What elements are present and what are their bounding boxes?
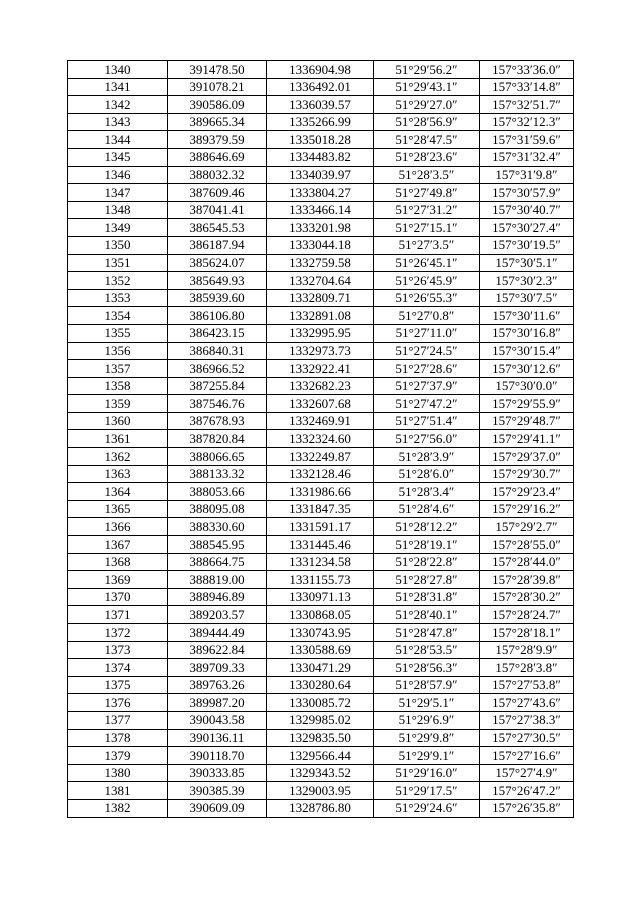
point-number-cell: 1381 bbox=[68, 782, 168, 800]
y-coordinate-cell: 1330743.95 bbox=[267, 624, 374, 642]
x-coordinate-cell: 386106.80 bbox=[168, 307, 267, 325]
table-row bbox=[68, 113, 574, 131]
y-coordinate-cell: 1336904.98 bbox=[267, 61, 374, 79]
longitude-cell: 157°30′2.3″ bbox=[480, 272, 574, 290]
point-number-cell: 1344 bbox=[68, 131, 168, 149]
latitude-cell: 51°29′24.6″ bbox=[374, 799, 480, 817]
point-number-cell: 1371 bbox=[68, 606, 168, 624]
latitude-cell: 51°26′55.3″ bbox=[374, 289, 480, 307]
y-coordinate-cell: 1330280.64 bbox=[267, 676, 374, 694]
longitude-cell: 157°27′16.6″ bbox=[480, 747, 574, 765]
latitude-cell: 51°26′45.1″ bbox=[374, 254, 480, 272]
latitude-cell: 51°28′57.9″ bbox=[374, 676, 480, 694]
latitude-cell: 51°27′15.1″ bbox=[374, 219, 480, 237]
latitude-cell: 51°28′47.8″ bbox=[374, 624, 480, 642]
x-coordinate-cell: 389987.20 bbox=[168, 694, 267, 712]
latitude-cell: 51°28′22.8″ bbox=[374, 553, 480, 571]
y-coordinate-cell: 1333044.18 bbox=[267, 236, 374, 254]
longitude-cell: 157°27′38.3″ bbox=[480, 711, 574, 729]
x-coordinate-cell: 386187.94 bbox=[168, 236, 267, 254]
latitude-cell: 51°29′17.5″ bbox=[374, 782, 480, 800]
longitude-cell: 157°29′23.4″ bbox=[480, 483, 574, 501]
longitude-cell: 157°30′57.9″ bbox=[480, 184, 574, 202]
y-coordinate-cell: 1328786.80 bbox=[267, 799, 374, 817]
latitude-cell: 51°29′56.2″ bbox=[374, 61, 480, 79]
latitude-cell: 51°27′51.4″ bbox=[374, 412, 480, 430]
x-coordinate-cell: 388095.08 bbox=[168, 500, 267, 518]
table-row bbox=[68, 289, 574, 307]
y-coordinate-cell: 1332128.46 bbox=[267, 465, 374, 483]
point-number-cell: 1340 bbox=[68, 61, 168, 79]
x-coordinate-cell: 386545.53 bbox=[168, 219, 267, 237]
table-row bbox=[68, 764, 574, 782]
table-row bbox=[68, 465, 574, 483]
table-row bbox=[68, 61, 574, 79]
y-coordinate-cell: 1332922.41 bbox=[267, 360, 374, 378]
latitude-cell: 51°29′27.0″ bbox=[374, 96, 480, 114]
point-number-cell: 1348 bbox=[68, 201, 168, 219]
longitude-cell: 157°30′11.6″ bbox=[480, 307, 574, 325]
x-coordinate-cell: 388133.32 bbox=[168, 465, 267, 483]
point-number-cell: 1343 bbox=[68, 113, 168, 131]
x-coordinate-cell: 389379.59 bbox=[168, 131, 267, 149]
point-number-cell: 1351 bbox=[68, 254, 168, 272]
latitude-cell: 51°28′47.5″ bbox=[374, 131, 480, 149]
table-row bbox=[68, 659, 574, 677]
x-coordinate-cell: 388053.66 bbox=[168, 483, 267, 501]
point-number-cell: 1362 bbox=[68, 448, 168, 466]
table-row bbox=[68, 782, 574, 800]
longitude-cell: 157°27′30.5″ bbox=[480, 729, 574, 747]
point-number-cell: 1368 bbox=[68, 553, 168, 571]
latitude-cell: 51°29′5.1″ bbox=[374, 694, 480, 712]
y-coordinate-cell: 1330085.72 bbox=[267, 694, 374, 712]
point-number-cell: 1355 bbox=[68, 324, 168, 342]
x-coordinate-cell: 388330.60 bbox=[168, 518, 267, 536]
latitude-cell: 51°28′27.8″ bbox=[374, 571, 480, 589]
y-coordinate-cell: 1335018.28 bbox=[267, 131, 374, 149]
longitude-cell: 157°29′30.7″ bbox=[480, 465, 574, 483]
point-number-cell: 1359 bbox=[68, 395, 168, 413]
longitude-cell: 157°28′55.0″ bbox=[480, 536, 574, 554]
y-coordinate-cell: 1332249.87 bbox=[267, 448, 374, 466]
longitude-cell: 157°28′9.9″ bbox=[480, 641, 574, 659]
longitude-cell: 157°29′37.0″ bbox=[480, 448, 574, 466]
latitude-cell: 51°28′3.5″ bbox=[374, 166, 480, 184]
x-coordinate-cell: 390136.11 bbox=[168, 729, 267, 747]
point-number-cell: 1357 bbox=[68, 360, 168, 378]
y-coordinate-cell: 1332682.23 bbox=[267, 377, 374, 395]
longitude-cell: 157°30′12.6″ bbox=[480, 360, 574, 378]
latitude-cell: 51°28′3.9″ bbox=[374, 448, 480, 466]
longitude-cell: 157°30′19.5″ bbox=[480, 236, 574, 254]
point-number-cell: 1382 bbox=[68, 799, 168, 817]
longitude-cell: 157°31′59.6″ bbox=[480, 131, 574, 149]
longitude-cell: 157°28′24.7″ bbox=[480, 606, 574, 624]
point-number-cell: 1360 bbox=[68, 412, 168, 430]
longitude-cell: 157°30′0.0″ bbox=[480, 377, 574, 395]
table-row bbox=[68, 219, 574, 237]
y-coordinate-cell: 1330588.69 bbox=[267, 641, 374, 659]
y-coordinate-cell: 1329343.52 bbox=[267, 764, 374, 782]
point-number-cell: 1346 bbox=[68, 166, 168, 184]
table-row bbox=[68, 148, 574, 166]
table-row bbox=[68, 254, 574, 272]
table-row bbox=[68, 799, 574, 817]
latitude-cell: 51°28′6.0″ bbox=[374, 465, 480, 483]
point-number-cell: 1375 bbox=[68, 676, 168, 694]
point-number-cell: 1366 bbox=[68, 518, 168, 536]
y-coordinate-cell: 1329985.02 bbox=[267, 711, 374, 729]
longitude-cell: 157°30′16.8″ bbox=[480, 324, 574, 342]
longitude-cell: 157°28′39.8″ bbox=[480, 571, 574, 589]
longitude-cell: 157°30′5.1″ bbox=[480, 254, 574, 272]
table-row bbox=[68, 518, 574, 536]
point-number-cell: 1358 bbox=[68, 377, 168, 395]
longitude-cell: 157°28′18.1″ bbox=[480, 624, 574, 642]
latitude-cell: 51°28′56.9″ bbox=[374, 113, 480, 131]
y-coordinate-cell: 1332891.08 bbox=[267, 307, 374, 325]
latitude-cell: 51°27′0.8″ bbox=[374, 307, 480, 325]
latitude-cell: 51°27′56.0″ bbox=[374, 430, 480, 448]
x-coordinate-cell: 387678.93 bbox=[168, 412, 267, 430]
x-coordinate-cell: 388646.69 bbox=[168, 148, 267, 166]
table-row bbox=[68, 536, 574, 554]
y-coordinate-cell: 1329003.95 bbox=[267, 782, 374, 800]
point-number-cell: 1376 bbox=[68, 694, 168, 712]
table-row bbox=[68, 307, 574, 325]
latitude-cell: 51°29′6.9″ bbox=[374, 711, 480, 729]
x-coordinate-cell: 389203.57 bbox=[168, 606, 267, 624]
x-coordinate-cell: 389622.84 bbox=[168, 641, 267, 659]
latitude-cell: 51°27′37.9″ bbox=[374, 377, 480, 395]
latitude-cell: 51°28′12.2″ bbox=[374, 518, 480, 536]
table-row bbox=[68, 166, 574, 184]
x-coordinate-cell: 385649.93 bbox=[168, 272, 267, 290]
x-coordinate-cell: 385624.07 bbox=[168, 254, 267, 272]
point-number-cell: 1349 bbox=[68, 219, 168, 237]
y-coordinate-cell: 1333466.14 bbox=[267, 201, 374, 219]
x-coordinate-cell: 390385.39 bbox=[168, 782, 267, 800]
latitude-cell: 51°29′16.0″ bbox=[374, 764, 480, 782]
x-coordinate-cell: 387041.41 bbox=[168, 201, 267, 219]
table-row bbox=[68, 342, 574, 360]
point-number-cell: 1364 bbox=[68, 483, 168, 501]
y-coordinate-cell: 1332469.91 bbox=[267, 412, 374, 430]
x-coordinate-cell: 385939.60 bbox=[168, 289, 267, 307]
table-row bbox=[68, 747, 574, 765]
x-coordinate-cell: 391078.21 bbox=[168, 78, 267, 96]
point-number-cell: 1380 bbox=[68, 764, 168, 782]
longitude-cell: 157°31′9.8″ bbox=[480, 166, 574, 184]
table-row bbox=[68, 360, 574, 378]
x-coordinate-cell: 388946.89 bbox=[168, 588, 267, 606]
x-coordinate-cell: 391478.50 bbox=[168, 61, 267, 79]
point-number-cell: 1373 bbox=[68, 641, 168, 659]
y-coordinate-cell: 1335266.99 bbox=[267, 113, 374, 131]
table-row bbox=[68, 78, 574, 96]
point-number-cell: 1372 bbox=[68, 624, 168, 642]
x-coordinate-cell: 390118.70 bbox=[168, 747, 267, 765]
point-number-cell: 1352 bbox=[68, 272, 168, 290]
table-row bbox=[68, 324, 574, 342]
x-coordinate-cell: 388066.65 bbox=[168, 448, 267, 466]
longitude-cell: 157°30′15.4″ bbox=[480, 342, 574, 360]
x-coordinate-cell: 390333.85 bbox=[168, 764, 267, 782]
table-row bbox=[68, 377, 574, 395]
longitude-cell: 157°30′40.7″ bbox=[480, 201, 574, 219]
x-coordinate-cell: 386840.31 bbox=[168, 342, 267, 360]
point-number-cell: 1377 bbox=[68, 711, 168, 729]
point-number-cell: 1345 bbox=[68, 148, 168, 166]
latitude-cell: 51°26′45.9″ bbox=[374, 272, 480, 290]
x-coordinate-cell: 388545.95 bbox=[168, 536, 267, 554]
y-coordinate-cell: 1334483.82 bbox=[267, 148, 374, 166]
longitude-cell: 157°29′48.7″ bbox=[480, 412, 574, 430]
point-number-cell: 1361 bbox=[68, 430, 168, 448]
latitude-cell: 51°29′9.1″ bbox=[374, 747, 480, 765]
latitude-cell: 51°28′40.1″ bbox=[374, 606, 480, 624]
y-coordinate-cell: 1329566.44 bbox=[267, 747, 374, 765]
y-coordinate-cell: 1332973.73 bbox=[267, 342, 374, 360]
table-row bbox=[68, 412, 574, 430]
table-row bbox=[68, 201, 574, 219]
table-row bbox=[68, 96, 574, 114]
y-coordinate-cell: 1334039.97 bbox=[267, 166, 374, 184]
table-row bbox=[68, 694, 574, 712]
latitude-cell: 51°28′56.3″ bbox=[374, 659, 480, 677]
x-coordinate-cell: 389665.34 bbox=[168, 113, 267, 131]
x-coordinate-cell: 389444.49 bbox=[168, 624, 267, 642]
longitude-cell: 157°33′36.0″ bbox=[480, 61, 574, 79]
latitude-cell: 51°27′28.6″ bbox=[374, 360, 480, 378]
table-row bbox=[68, 395, 574, 413]
latitude-cell: 51°27′3.5″ bbox=[374, 236, 480, 254]
y-coordinate-cell: 1331234.58 bbox=[267, 553, 374, 571]
x-coordinate-cell: 387609.46 bbox=[168, 184, 267, 202]
y-coordinate-cell: 1332809.71 bbox=[267, 289, 374, 307]
table-row bbox=[68, 430, 574, 448]
longitude-cell: 157°32′12.3″ bbox=[480, 113, 574, 131]
longitude-cell: 157°30′27.4″ bbox=[480, 219, 574, 237]
latitude-cell: 51°27′49.8″ bbox=[374, 184, 480, 202]
longitude-cell: 157°26′47.2″ bbox=[480, 782, 574, 800]
x-coordinate-cell: 388032.32 bbox=[168, 166, 267, 184]
latitude-cell: 51°29′9.8″ bbox=[374, 729, 480, 747]
latitude-cell: 51°28′4.6″ bbox=[374, 500, 480, 518]
point-number-cell: 1341 bbox=[68, 78, 168, 96]
point-number-cell: 1365 bbox=[68, 500, 168, 518]
point-number-cell: 1379 bbox=[68, 747, 168, 765]
x-coordinate-cell: 390586.09 bbox=[168, 96, 267, 114]
longitude-cell: 157°29′41.1″ bbox=[480, 430, 574, 448]
x-coordinate-cell: 388664.75 bbox=[168, 553, 267, 571]
point-number-cell: 1342 bbox=[68, 96, 168, 114]
table-row bbox=[68, 448, 574, 466]
y-coordinate-cell: 1329835.50 bbox=[267, 729, 374, 747]
longitude-cell: 157°30′7.5″ bbox=[480, 289, 574, 307]
x-coordinate-cell: 387820.84 bbox=[168, 430, 267, 448]
x-coordinate-cell: 390609.09 bbox=[168, 799, 267, 817]
x-coordinate-cell: 389709.33 bbox=[168, 659, 267, 677]
table-row bbox=[68, 500, 574, 518]
longitude-cell: 157°26′35.8″ bbox=[480, 799, 574, 817]
coordinates-table bbox=[67, 60, 574, 818]
point-number-cell: 1350 bbox=[68, 236, 168, 254]
y-coordinate-cell: 1331155.73 bbox=[267, 571, 374, 589]
point-number-cell: 1347 bbox=[68, 184, 168, 202]
longitude-cell: 157°28′44.0″ bbox=[480, 553, 574, 571]
table-row bbox=[68, 711, 574, 729]
longitude-cell: 157°33′14.8″ bbox=[480, 78, 574, 96]
point-number-cell: 1369 bbox=[68, 571, 168, 589]
x-coordinate-cell: 388819.00 bbox=[168, 571, 267, 589]
y-coordinate-cell: 1331591.17 bbox=[267, 518, 374, 536]
longitude-cell: 157°28′30.2″ bbox=[480, 588, 574, 606]
point-number-cell: 1367 bbox=[68, 536, 168, 554]
y-coordinate-cell: 1330868.05 bbox=[267, 606, 374, 624]
table-row bbox=[68, 624, 574, 642]
longitude-cell: 157°27′43.6″ bbox=[480, 694, 574, 712]
longitude-cell: 157°32′51.7″ bbox=[480, 96, 574, 114]
point-number-cell: 1353 bbox=[68, 289, 168, 307]
y-coordinate-cell: 1332324.60 bbox=[267, 430, 374, 448]
x-coordinate-cell: 387255.84 bbox=[168, 377, 267, 395]
y-coordinate-cell: 1333804.27 bbox=[267, 184, 374, 202]
latitude-cell: 51°28′23.6″ bbox=[374, 148, 480, 166]
table-row bbox=[68, 676, 574, 694]
point-number-cell: 1363 bbox=[68, 465, 168, 483]
longitude-cell: 157°27′53.8″ bbox=[480, 676, 574, 694]
table-row bbox=[68, 184, 574, 202]
table-row bbox=[68, 571, 574, 589]
y-coordinate-cell: 1332759.58 bbox=[267, 254, 374, 272]
y-coordinate-cell: 1331445.46 bbox=[267, 536, 374, 554]
x-coordinate-cell: 390043.58 bbox=[168, 711, 267, 729]
y-coordinate-cell: 1331847.35 bbox=[267, 500, 374, 518]
table-row bbox=[68, 588, 574, 606]
latitude-cell: 51°27′47.2″ bbox=[374, 395, 480, 413]
latitude-cell: 51°29′43.1″ bbox=[374, 78, 480, 96]
point-number-cell: 1370 bbox=[68, 588, 168, 606]
y-coordinate-cell: 1332607.68 bbox=[267, 395, 374, 413]
longitude-cell: 157°29′16.2″ bbox=[480, 500, 574, 518]
y-coordinate-cell: 1330471.29 bbox=[267, 659, 374, 677]
table-row bbox=[68, 553, 574, 571]
latitude-cell: 51°27′11.0″ bbox=[374, 324, 480, 342]
point-number-cell: 1374 bbox=[68, 659, 168, 677]
table-row bbox=[68, 729, 574, 747]
latitude-cell: 51°28′53.5″ bbox=[374, 641, 480, 659]
point-number-cell: 1378 bbox=[68, 729, 168, 747]
latitude-cell: 51°28′3.4″ bbox=[374, 483, 480, 501]
latitude-cell: 51°28′19.1″ bbox=[374, 536, 480, 554]
table-row bbox=[68, 236, 574, 254]
table-row bbox=[68, 641, 574, 659]
table-row bbox=[68, 131, 574, 149]
longitude-cell: 157°27′4.9″ bbox=[480, 764, 574, 782]
coordinates-table-body bbox=[68, 61, 574, 818]
longitude-cell: 157°29′55.9″ bbox=[480, 395, 574, 413]
y-coordinate-cell: 1336492.01 bbox=[267, 78, 374, 96]
latitude-cell: 51°27′24.5″ bbox=[374, 342, 480, 360]
point-number-cell: 1354 bbox=[68, 307, 168, 325]
table-row bbox=[68, 483, 574, 501]
x-coordinate-cell: 387546.76 bbox=[168, 395, 267, 413]
x-coordinate-cell: 389763.26 bbox=[168, 676, 267, 694]
latitude-cell: 51°28′31.8″ bbox=[374, 588, 480, 606]
longitude-cell: 157°31′32.4″ bbox=[480, 148, 574, 166]
x-coordinate-cell: 386423.15 bbox=[168, 324, 267, 342]
table-row bbox=[68, 606, 574, 624]
longitude-cell: 157°29′2.7″ bbox=[480, 518, 574, 536]
y-coordinate-cell: 1336039.57 bbox=[267, 96, 374, 114]
y-coordinate-cell: 1330971.13 bbox=[267, 588, 374, 606]
table-row bbox=[68, 272, 574, 290]
y-coordinate-cell: 1332995.95 bbox=[267, 324, 374, 342]
y-coordinate-cell: 1333201.98 bbox=[267, 219, 374, 237]
x-coordinate-cell: 386966.52 bbox=[168, 360, 267, 378]
y-coordinate-cell: 1331986.66 bbox=[267, 483, 374, 501]
point-number-cell: 1356 bbox=[68, 342, 168, 360]
longitude-cell: 157°28′3.8″ bbox=[480, 659, 574, 677]
y-coordinate-cell: 1332704.64 bbox=[267, 272, 374, 290]
latitude-cell: 51°27′31.2″ bbox=[374, 201, 480, 219]
